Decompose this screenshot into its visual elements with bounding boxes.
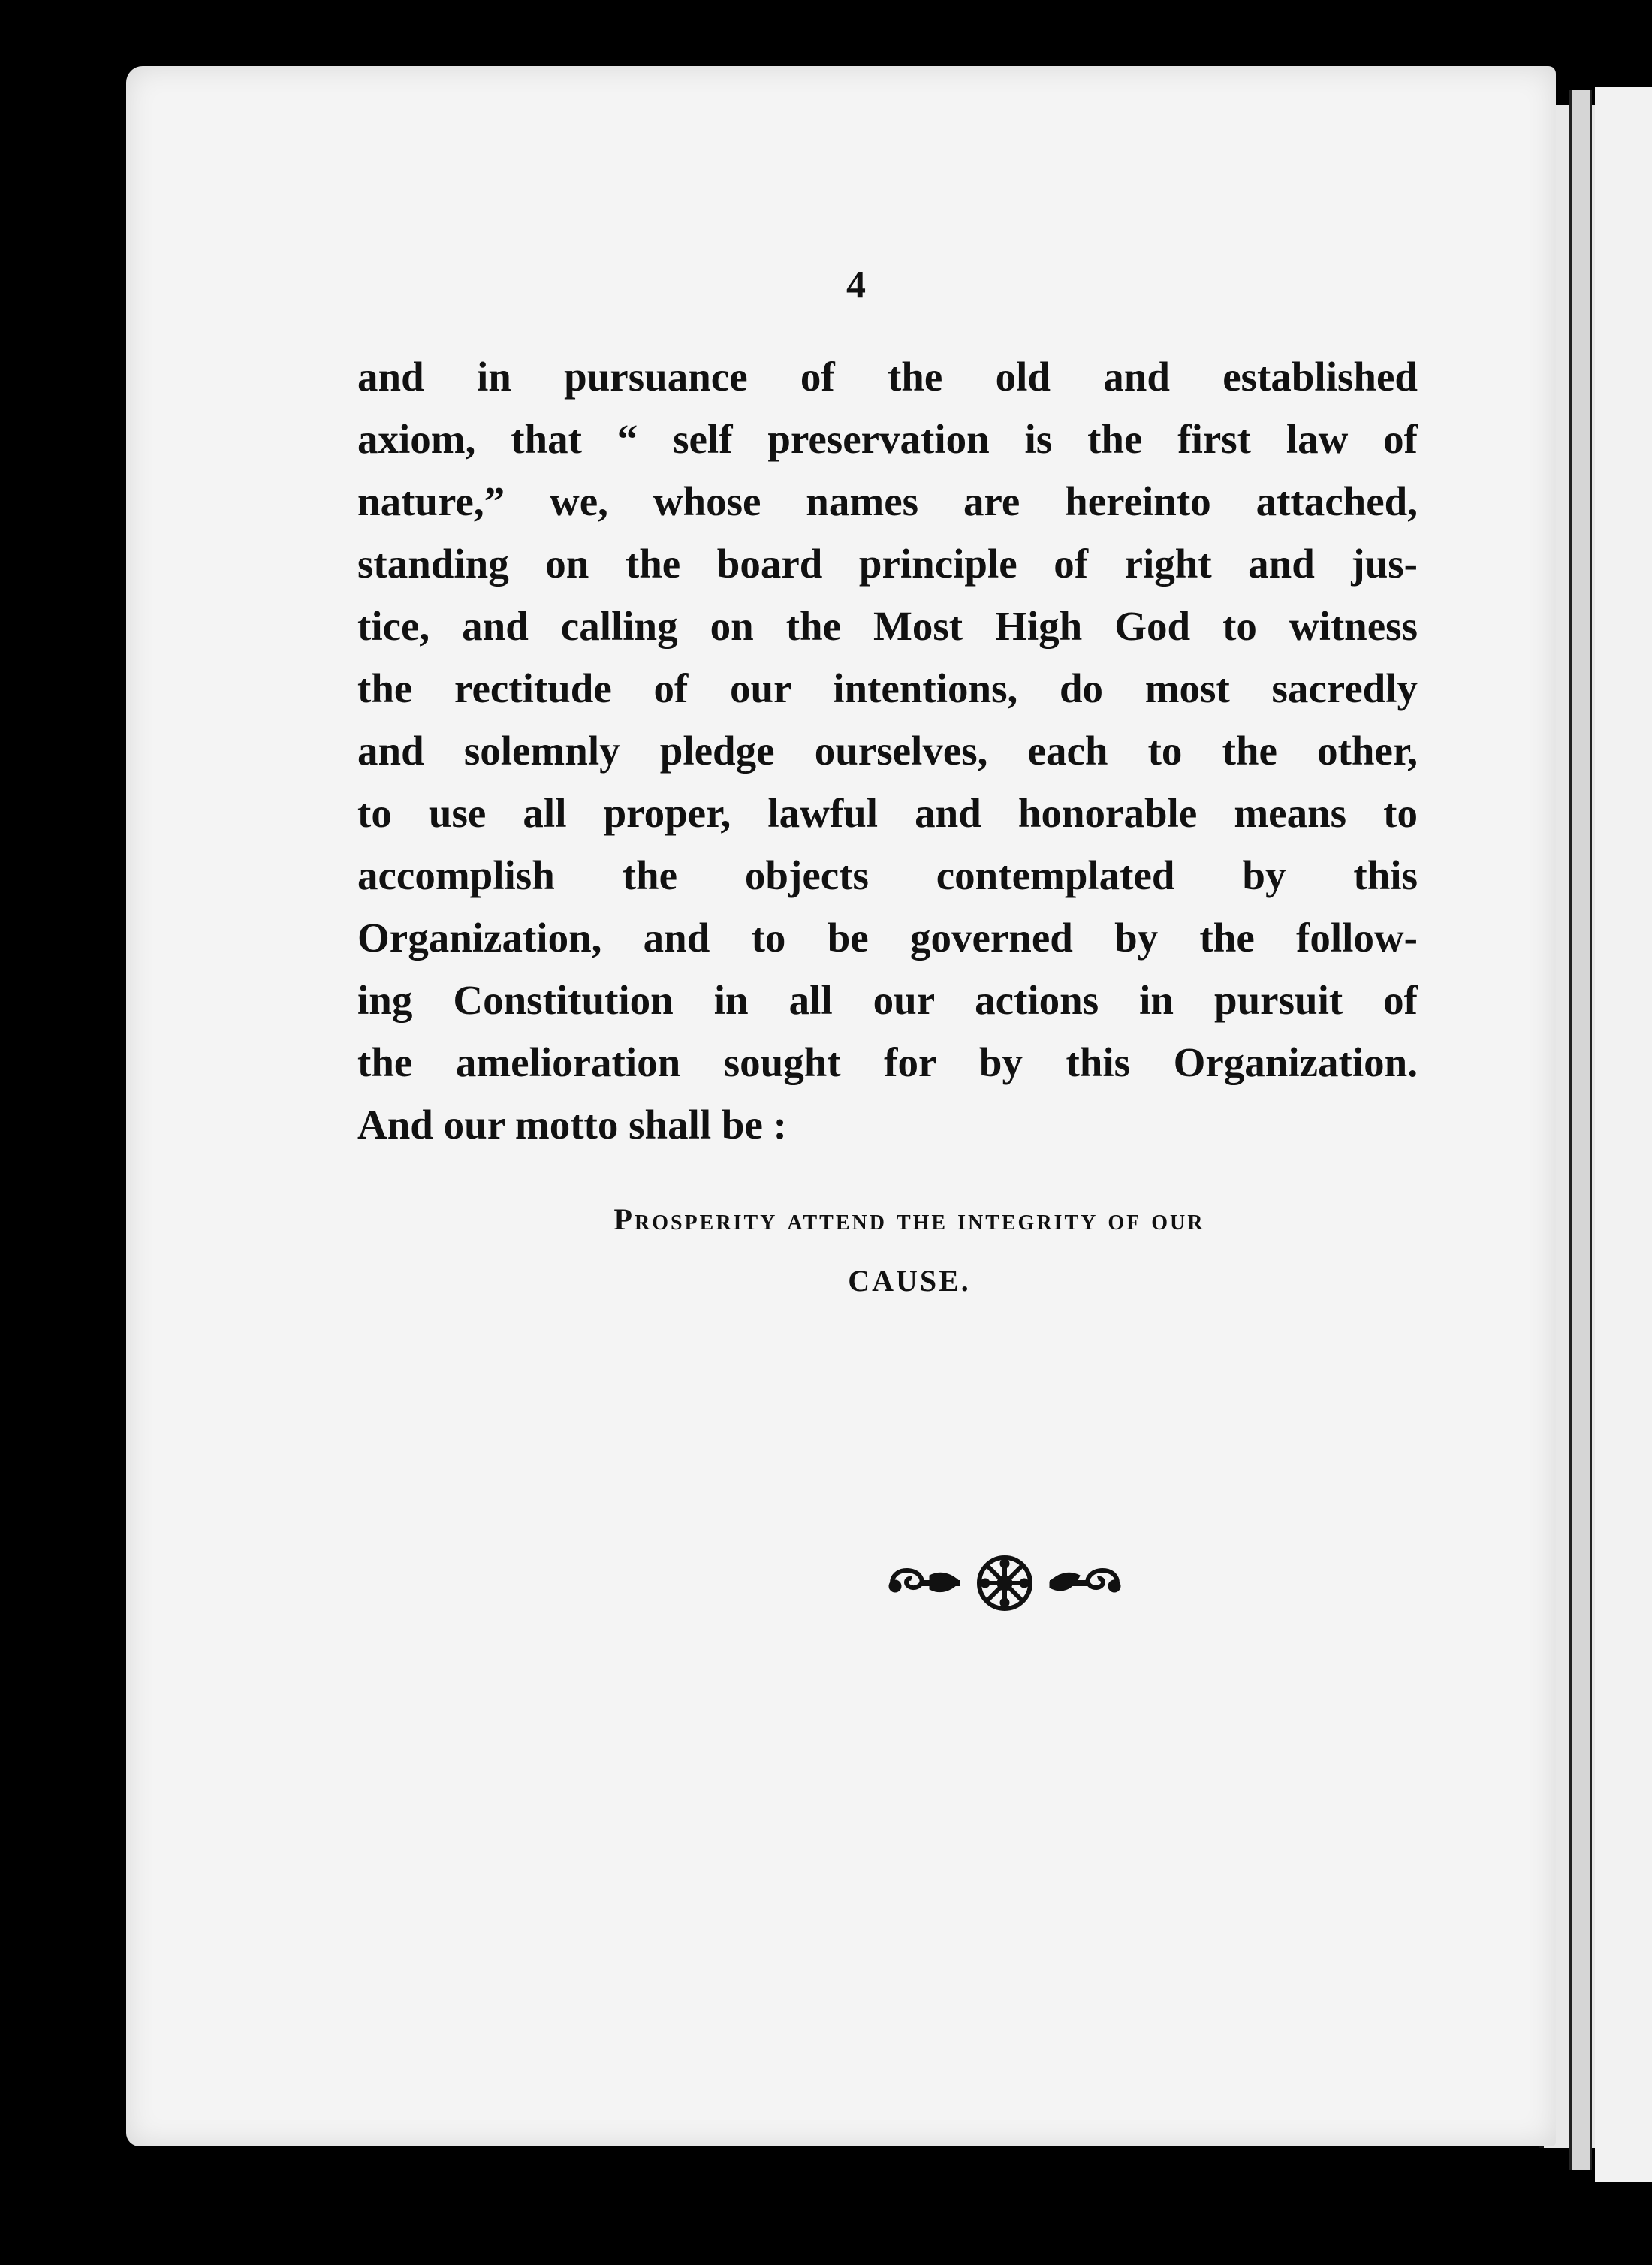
- text-line: tice, and calling on the Most High God to witness: [357, 603, 1418, 649]
- text-line: axiom, that “ self preservation is the first law of: [357, 416, 1418, 462]
- document-page: [126, 66, 1556, 2146]
- text-line: standing on the board principle of right and jus-: [357, 541, 1418, 587]
- page-edge-gutter: [1569, 90, 1592, 2170]
- text-line: ing Constitution in all our actions in pursuit of: [357, 977, 1418, 1023]
- text-line: nature,” we, whose names are hereinto attached,: [357, 478, 1418, 524]
- motto-line-2: CAUSE.: [848, 1264, 971, 1298]
- page-edge-outer: [1595, 87, 1652, 2182]
- body-paragraph: [357, 345, 1418, 1156]
- text-line: the rectitude of our intentions, do most sacredly: [357, 665, 1418, 711]
- text-line: to use all proper, lawful and honorable means to: [357, 790, 1418, 836]
- text-line: and solemnly pledge ourselves, each to the other,: [357, 728, 1418, 774]
- motto-line-1: Prosperity attend the integrity of our: [613, 1202, 1205, 1236]
- floral-ornament-icon: [885, 1553, 1125, 1613]
- text-line: And our motto shall be :: [357, 1102, 787, 1148]
- page-number: 4: [846, 264, 866, 306]
- text-line: Organization, and to be governed by the follow-: [357, 915, 1418, 961]
- text-line: and in pursuance of the old and established: [357, 354, 1418, 400]
- text-line: the amelioration sought for by this Organization.: [357, 1039, 1418, 1085]
- text-line: accomplish the objects contemplated by this: [357, 852, 1418, 898]
